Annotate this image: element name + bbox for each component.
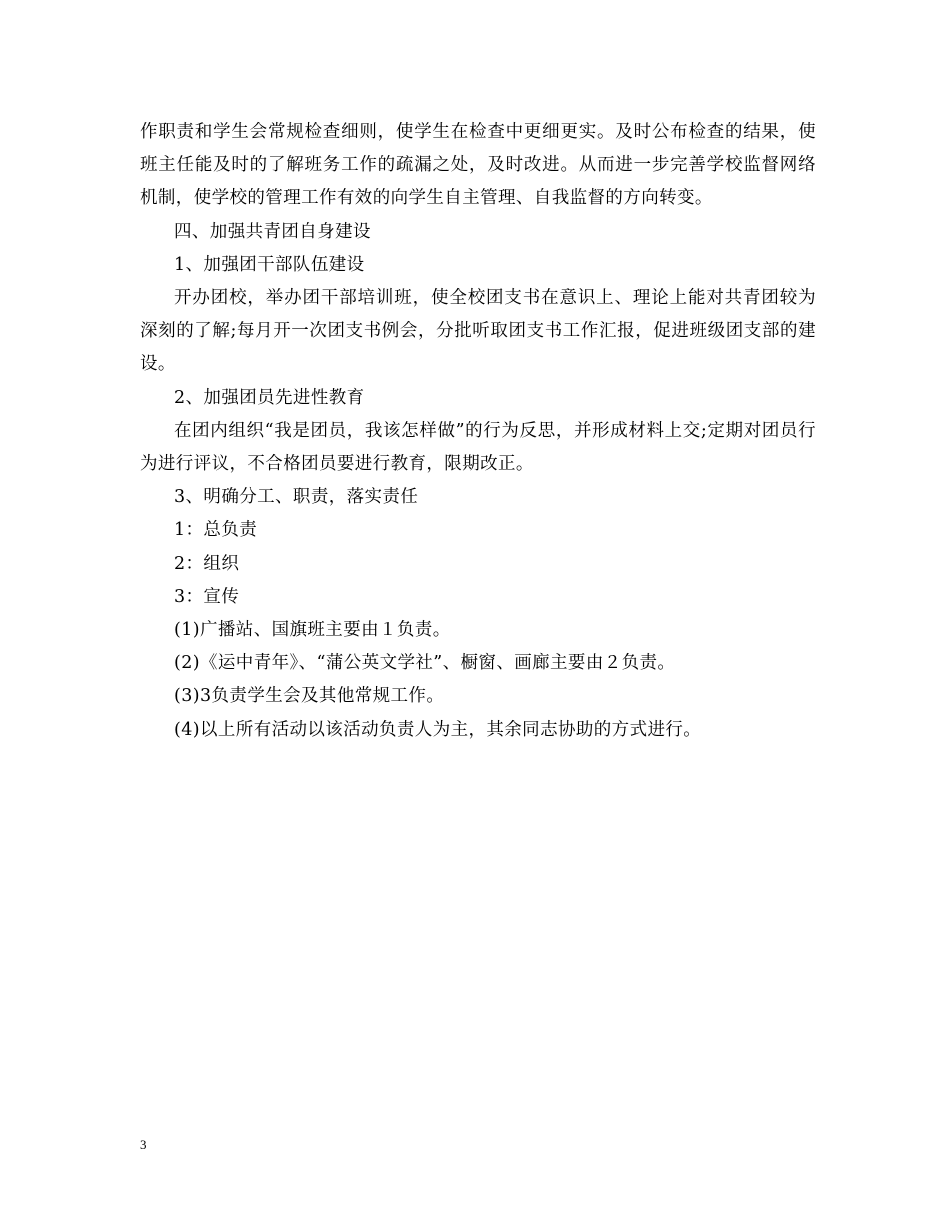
page-number: 3 (140, 1137, 147, 1152)
paragraph-team-school: 开办团校，举办团干部培训班，使全校团支书在意识上、理论上能对共青团较为深刻的了解;每月开一次团支书例会，分批听取团支书工作汇报，促进班级团支部的建设。 (140, 288, 816, 375)
document-body (140, 116, 816, 747)
subheading-1: 1、加强团干部队伍建设 (174, 254, 365, 275)
list-item: (1)广播站、国旗班主要由１负责。 (174, 620, 451, 641)
section-heading-4: 四、加强共青团自身建设 (174, 221, 371, 242)
paragraph-member-education: 在团内组织“我是团员，我该怎样做”的行为反思，并形成材料上交;定期对团员行为进行评议，不合格团员要进行教育，限期改正。 (140, 420, 816, 475)
subheading-3: 3、明确分工、职责，落实责任 (174, 487, 419, 508)
list-item: 1：总负责 (174, 520, 258, 541)
paragraph-continuation: 作职责和学生会常规检查细则，使学生在检查中更细更实。及时公布检查的结果，使班主任能及时的了解班务工作的疏漏之处，及时改进。从而进一步完善学校监督网络机制，使学校的管理工作有效的向学生自主管理、自我监督的方向转变。 (140, 122, 816, 209)
list-item: 2：组织 (174, 553, 240, 574)
list-item: (4)以上所有活动以该活动负责人为主，其余同志协助的方式进行。 (174, 719, 702, 740)
list-item: 3：宣传 (174, 586, 240, 607)
list-item: (2)《运中青年》、“蒲公英文学社”、橱窗、画廊主要由２负责。 (174, 653, 676, 674)
subheading-2: 2、加强团员先进性教育 (174, 387, 365, 408)
list-item: (3)3负责学生会及其他常规工作。 (174, 686, 445, 707)
